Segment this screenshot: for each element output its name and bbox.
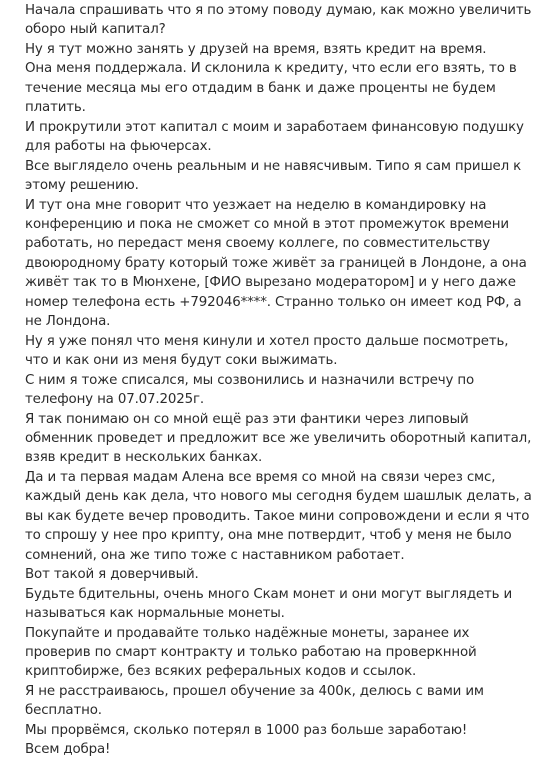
paragraph: И прокрутили этот капитал с моим и заработаем финансовую подушку для работы на фьючерсах. [25,119,524,155]
paragraph: И тут она мне говорит что уезжает на неделю в командировку на конференцию и пока не сможет со мной в этот промежуток времени работать, но передаст меня своему коллеге, по совместительству двоюродному брату который тоже живёт за границей в Лондоне, а она живёт так то в Мюнхене, [ФИО вырезано модератором] и у него даже номер телефона есть +792046****. Странно только он имеет код РФ, а не Лондона. [25,197,527,330]
paragraph: Вот такой я доверчивый. [25,567,199,583]
paragraph: Будьте бдительны, очень много Скам монет и они могут выглядеть и называться как нормальные монеты. [25,586,513,622]
paragraph: Я не расстраиваюсь, прошел обучение за 400к, делюсь с вами им бесплатно. [25,683,484,719]
paragraph: Все выглядело очень реальным и не навясчивым. Типо я сам пришел к этому решению. [25,158,522,194]
paragraph: С ним я тоже списался, мы созвонились и назначили встречу по телефону на 07.07.2025г. [25,372,475,408]
paragraph: Ну я тут можно занять у друзей на время, взять кредит на время. [25,41,487,57]
paragraph: Начала спрашивать что я по этому поводу думаю, как можно увеличить оборо ный капитал? [25,3,532,38]
paragraph: Она меня поддержала. И склонила к кредиту, что если его взять, то в течение месяца мы его отдадим в банк и даже проценты не будем платить. [25,61,517,116]
paragraph: Я так понимаю он со мной ещё раз эти фантики через липовый обменник проведет и предложит все же увеличить оборотный капитал, взяв кредит в нескольких банках. [25,411,532,466]
paragraph: Покупайте и продавайте только надёжные монеты, заранее их проверив по смарт контракту и только работаю на проверкнной криптобирже, без всяких реферальных кодов и ссылок. [25,625,477,680]
paragraph: Мы прорвёмся, сколько потерял в 1000 раз больше заработаю! [25,722,468,738]
paragraph: Всем добра! [25,742,111,758]
paragraph: Ну я уже понял что меня кинули и хотел просто дальше посмотреть, что и как они из меня будут соки выжимать. [25,333,509,369]
paragraph: Да и та первая мадам Алена все время со мной на связи через смс, каждый день как дела, что нового мы сегодня будем шашлык делать, а вы как будете вечер проводить. Такое мини сопровождени и если я что то спрошу у нее про крипту, она мне потвердит, чтоб у меня не было сомнений, она же типо тоже с наставником работает. [25,469,532,563]
